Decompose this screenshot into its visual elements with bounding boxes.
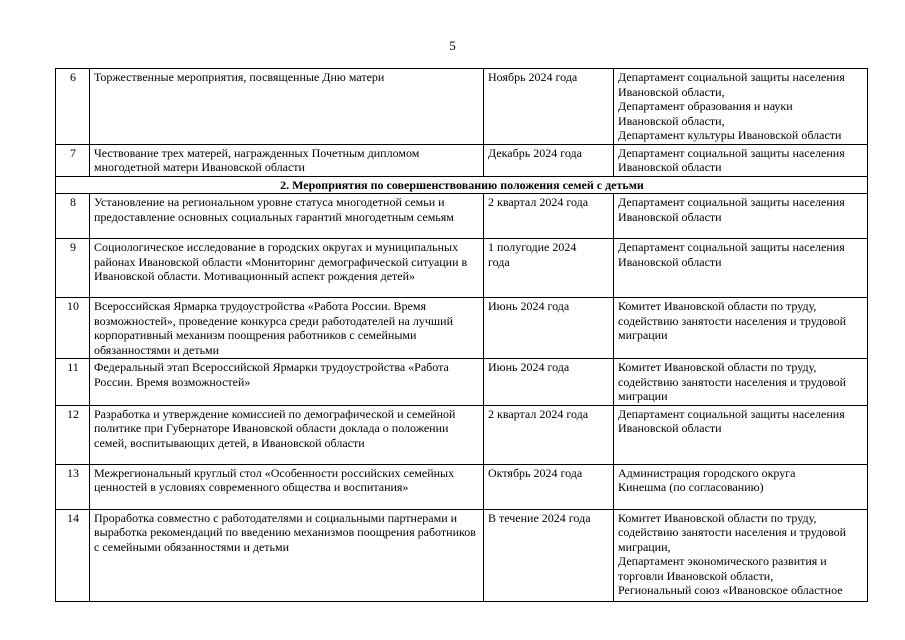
section-header-row xyxy=(56,176,868,194)
responsible-party: Администрация городского округа Кинешма (по согласованию) xyxy=(614,464,868,509)
table-row xyxy=(56,298,868,359)
events-table xyxy=(55,68,868,602)
event-date: Октябрь 2024 года xyxy=(484,464,614,509)
event-date: Июнь 2024 года xyxy=(484,359,614,406)
row-number: 13 xyxy=(56,464,90,509)
event-date: 2 квартал 2024 года xyxy=(484,405,614,464)
responsible-party: Департамент социальной защиты населения Ивановской области xyxy=(614,239,868,298)
event-name: Межрегиональный круглый стол «Особенности российских семейных ценностей в условиях современного общества и воспитания» xyxy=(90,464,484,509)
table-row xyxy=(56,194,868,239)
event-date: Июнь 2024 года xyxy=(484,298,614,359)
event-name: Установление на региональном уровне статуса многодетной семьи и предоставление основных социальных гарантий многодетным семьям xyxy=(90,194,484,239)
event-name: Разработка и утверждение комиссией по демографической и семейной политике при Губернаторе Ивановской области доклада о положении семей, воспитывающих детей, в Ивановской области xyxy=(90,405,484,464)
row-number: 12 xyxy=(56,405,90,464)
event-date: Ноябрь 2024 года xyxy=(484,69,614,145)
row-number: 9 xyxy=(56,239,90,298)
event-name: Федеральный этап Всероссийской Ярмарки трудоустройства «Работа России. Время возможностей» xyxy=(90,359,484,406)
page-number: 5 xyxy=(449,38,456,53)
table-row xyxy=(56,144,868,176)
responsible-party: Департамент социальной защиты населения Ивановской области xyxy=(614,405,868,464)
table-row xyxy=(56,69,868,145)
event-name: Проработка совместно с работодателями и социальными партнерами и выработка рекомендаций по введению механизмов поощрения работников с семейными обязанностями и детьми xyxy=(90,509,484,601)
event-name: Всероссийская Ярмарка трудоустройства «Работа России. Время возможностей», проведение конкурса среди работодателей на лучший корпоративный механизм поощрения работников с семейными обязанностями и детьми xyxy=(90,298,484,359)
row-number: 10 xyxy=(56,298,90,359)
row-number: 7 xyxy=(56,144,90,176)
row-number: 14 xyxy=(56,509,90,601)
responsible-party: Департамент социальной защиты населения Ивановской области xyxy=(614,194,868,239)
row-number: 6 xyxy=(56,69,90,145)
row-number: 11 xyxy=(56,359,90,406)
table-row xyxy=(56,405,868,464)
event-name: Торжественные мероприятия, посвященные Дню матери xyxy=(90,69,484,145)
table-row xyxy=(56,464,868,509)
event-date: Декабрь 2024 года xyxy=(484,144,614,176)
row-number: 8 xyxy=(56,194,90,239)
event-date: 2 квартал 2024 года xyxy=(484,194,614,239)
table-row xyxy=(56,509,868,601)
event-name: Чествование трех матерей, награжденных Почетным дипломом многодетной матери Ивановской области xyxy=(90,144,484,176)
event-date: 1 полугодие 2024 года xyxy=(484,239,614,298)
responsible-party: Департамент социальной защиты населения Ивановской области, Департамент образования и науки Ивановской области, Департамент культуры Ивановской области xyxy=(614,69,868,145)
responsible-party: Департамент социальной защиты населения Ивановской области xyxy=(614,144,868,176)
responsible-party: Комитет Ивановской области по труду, содействию занятости населения и трудовой миграции xyxy=(614,298,868,359)
responsible-party: Комитет Ивановской области по труду, содействию занятости населения и трудовой миграции xyxy=(614,359,868,406)
event-date: В течение 2024 года xyxy=(484,509,614,601)
table-row xyxy=(56,239,868,298)
event-name: Социологическое исследование в городских округах и муниципальных районах Ивановской области «Мониторинг демографической ситуации в Ивановской области. Мотивационный аспект рождения детей» xyxy=(90,239,484,298)
table-row xyxy=(56,359,868,406)
responsible-party: Комитет Ивановской области по труду, содействию занятости населения и трудовой миграции, Департамент экономического развития и торговли Ивановской области, Региональный союз «Ивановское областное xyxy=(614,509,868,601)
section-title: 2. Мероприятия по совершенствованию положения семей с детьми xyxy=(56,176,868,194)
